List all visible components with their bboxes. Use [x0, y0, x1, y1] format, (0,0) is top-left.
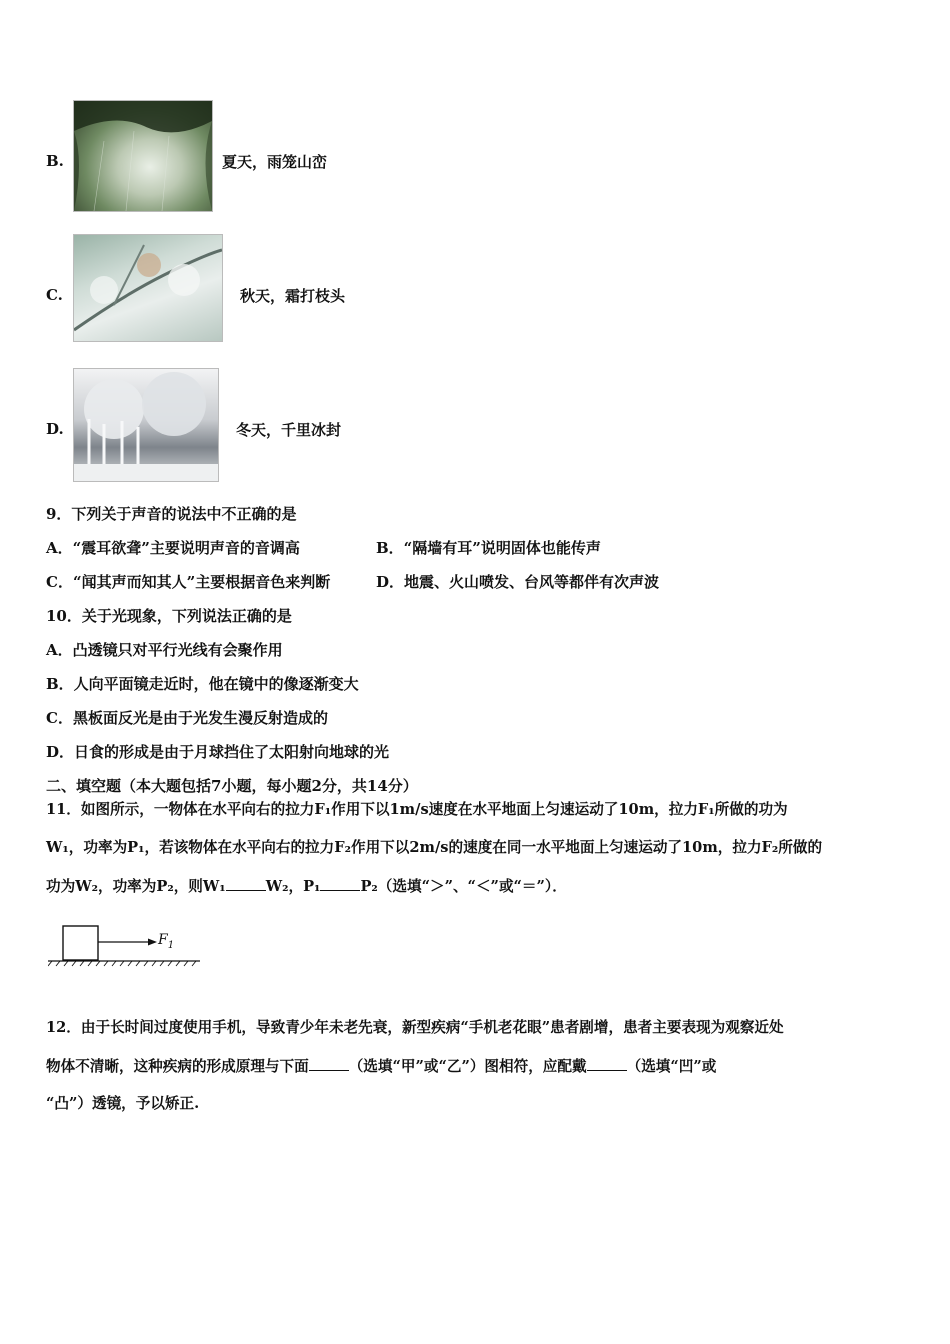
force-label-subscript: 1 [167, 939, 175, 951]
q12-line1: 12．由于长时间过度使用手机，导致青少年未老先衰，新型疾病“手机老花眼”患者剧增，患者主要表现为观察近处 [46, 1019, 784, 1036]
q9-option-d: D．地震、火山喷发、台风等都伴有次声波 [376, 573, 660, 591]
force-label [158, 932, 174, 951]
q12-line2 [46, 1056, 716, 1077]
block-object [63, 926, 98, 960]
q11-line3-part3: P₂（选填“＞”、“＜”或“＝”）． [360, 878, 567, 895]
ground-hatching [48, 961, 196, 966]
q9-stem: 9．下列关于声音的说法中不正确的是 [46, 505, 297, 523]
summer-mountain-rain-photo [73, 100, 213, 212]
option-d-letter: D. [46, 420, 64, 438]
q10-stem: 10．关于光现象，下列说法正确的是 [46, 607, 292, 625]
option-c-caption: 秋天，霜打枝头 [240, 287, 346, 305]
option-c-letter: C. [46, 286, 63, 304]
force-label-letter: F [158, 932, 168, 948]
winter-ice-trees-photo [73, 368, 219, 482]
q12-line2-part3: （选填“凹”或 [626, 1058, 717, 1075]
q11-force-diagram [48, 920, 208, 970]
q11-blank-1[interactable] [226, 876, 266, 891]
q9-option-c: C．“闻其声而知其人”主要根据音色来判断 [46, 573, 331, 591]
q11-line3 [46, 876, 567, 897]
q11-line3-part2: W₂，P₁ [265, 878, 321, 895]
q12-line2-part2: （选填“甲”或“乙”）图相符，应配戴 [348, 1058, 587, 1075]
autumn-photo-graphic [74, 235, 222, 341]
winter-photo-graphic [74, 369, 218, 481]
q10-option-d: D．日食的形成是由于月球挡住了太阳射向地球的光 [46, 743, 390, 761]
autumn-frost-branch-photo [73, 234, 223, 342]
q9-option-a: A．“震耳欲聋”主要说明声音的音调高 [46, 539, 300, 557]
option-d-caption: 冬天，千里冰封 [236, 421, 342, 439]
block-force-diagram-svg [48, 920, 208, 970]
q12-line3: “凸”）透镜，予以矫正. [46, 1095, 200, 1112]
q9-option-b: B．“隔墙有耳”说明固体也能传声 [376, 539, 601, 557]
q10-option-c: C．黑板面反光是由于光发生漫反射造成的 [46, 709, 328, 727]
section-heading-fill-in: 二、填空题（本大题包括7小题，每小题2分，共14分） [46, 777, 418, 795]
q12-blank-1[interactable] [309, 1056, 349, 1071]
summer-photo-graphic [74, 101, 212, 211]
option-b-caption: 夏天，雨笼山峦 [222, 153, 328, 171]
q12-blank-2[interactable] [587, 1056, 627, 1071]
option-b-letter: B. [46, 152, 64, 170]
q12-line2-part1: 物体不清晰，这种疾病的形成原理与下面 [46, 1058, 309, 1075]
q11-line1: 11．如图所示，一物体在水平向右的拉力F₁作用下以1m/s速度在水平地面上匀速运动了10m，拉力F₁所做的功为 [46, 801, 788, 818]
force-arrow-head [148, 939, 157, 946]
q10-option-b: B．人向平面镜走近时，他在镜中的像逐渐变大 [46, 675, 359, 693]
q10-option-a: A．凸透镜只对平行光线有会聚作用 [46, 641, 283, 659]
q11-blank-2[interactable] [320, 876, 360, 891]
q11-line3-part1: 功为W₂，功率为P₂，则W₁ [46, 878, 226, 895]
q11-line2: W₁，功率为P₁，若该物体在水平向右的拉力F₂作用下以2m/s的速度在同一水平地面上匀速运动了10m，拉力F₂所做的 [46, 839, 823, 856]
